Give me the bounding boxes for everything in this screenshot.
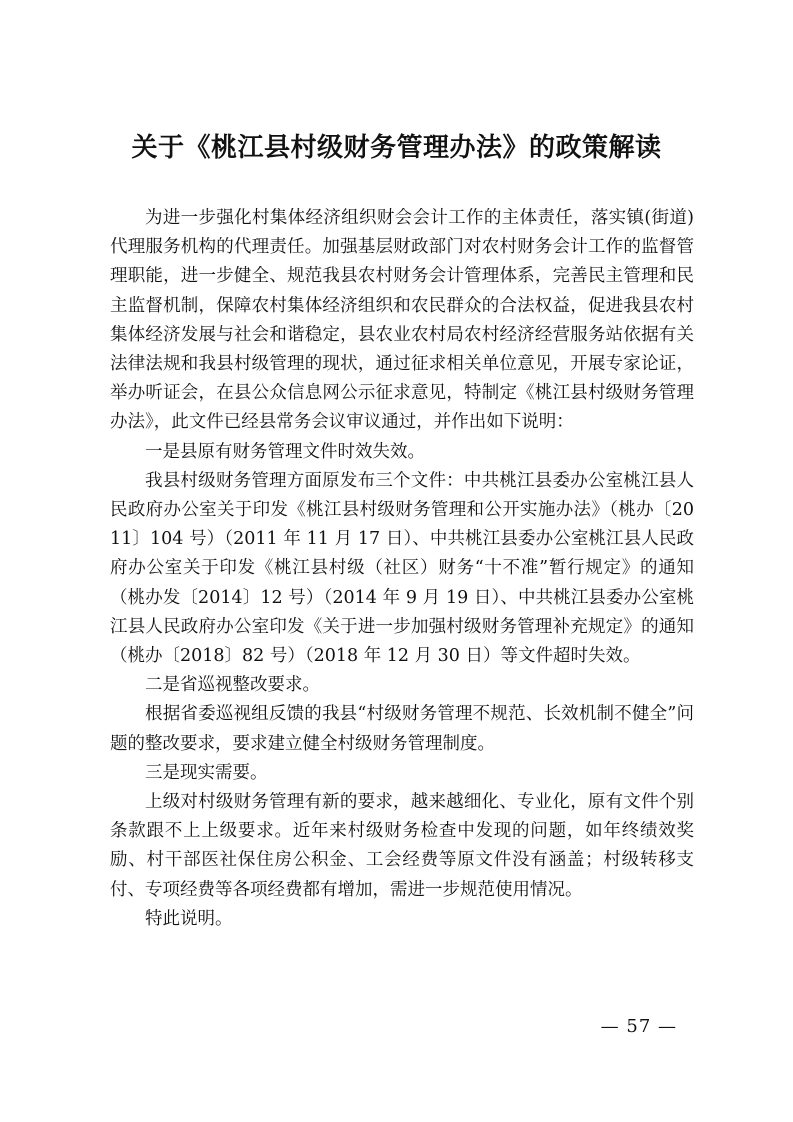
document-title: 关于《桃江县村级财务管理办法》的政策解读 <box>131 133 662 163</box>
paragraph-point-three-heading: 三是现实需要。 <box>145 762 268 783</box>
paragraph-point-three-body: 上级对村级财务管理有新的要求，越来越细化、专业化，原有文件个别条款跟不上上级要求。近年来村级财务检查中发现的问题，如年终绩效奖励、村干部医社保住房公积金、工会经费等原文件没有涵盖；村级转移支付、专项经费等各项经费都有增加，需进一步规范使用情况。 <box>110 792 694 900</box>
page-number: — 57 — <box>600 1016 677 1037</box>
paragraph-closing: 特此说明。 <box>145 908 233 929</box>
paragraph-point-one-heading: 一是县原有财务管理文件时效失效。 <box>145 441 425 462</box>
paragraph-point-two-body: 根据省委巡视组反馈的我县“村级财务管理不规范、长效机制不健全”问题的整改要求，要求建立健全村级财务管理制度。 <box>110 704 694 754</box>
paragraph-intro: 为进一步强化村集体经济组织财会会计工作的主体责任，落实镇(街道)代理服务机构的代理责任。加强基层财政部门对农村财务会计工作的监督管理职能，进一步健全、规范我县农村财务会计管理体系，完善民主管理和民主监督机制，保障农村集体经济组织和农民群众的合法权益，促进我县农村集体经济发展与社会和谐稳定，县农业农村局农村经济经营服务站依据有关法律法规和我县村级管理的现状，通过征求相关单位意见，开展专家论证，举办听证会，在县公众信息网公示征求意见，特制定《桃江县村级财务管理办法》，此文件已经县常务会议审议通过，并作出如下说明： <box>110 208 694 433</box>
paragraph-point-one-body: 我县村级财务管理方面原发布三个文件：中共桃江县委办公室桃江县人民政府办公室关于印发《桃江县村级财务管理和公开实施办法》（桃办〔2011〕104 号）（2011 年 11 月 17 日）、中共桃江县委办公室桃江县人民政府办公室关于印发《桃江县村级（社区）财务“十不准”暂行规定》的通知（桃办发〔2014〕12 号）（2014 年 9 月 19 日）、中共桃江县委办公室桃江县人民政府办公室印发《关于进一步加强村级财务管理补充规定》的通知（桃办〔2018〕82 号）（2018 年 12 月 30 日）等文件超时失效。 <box>110 470 694 667</box>
document-body <box>110 204 694 934</box>
paragraph-point-two-heading: 二是省巡视整改要求。 <box>145 675 320 696</box>
